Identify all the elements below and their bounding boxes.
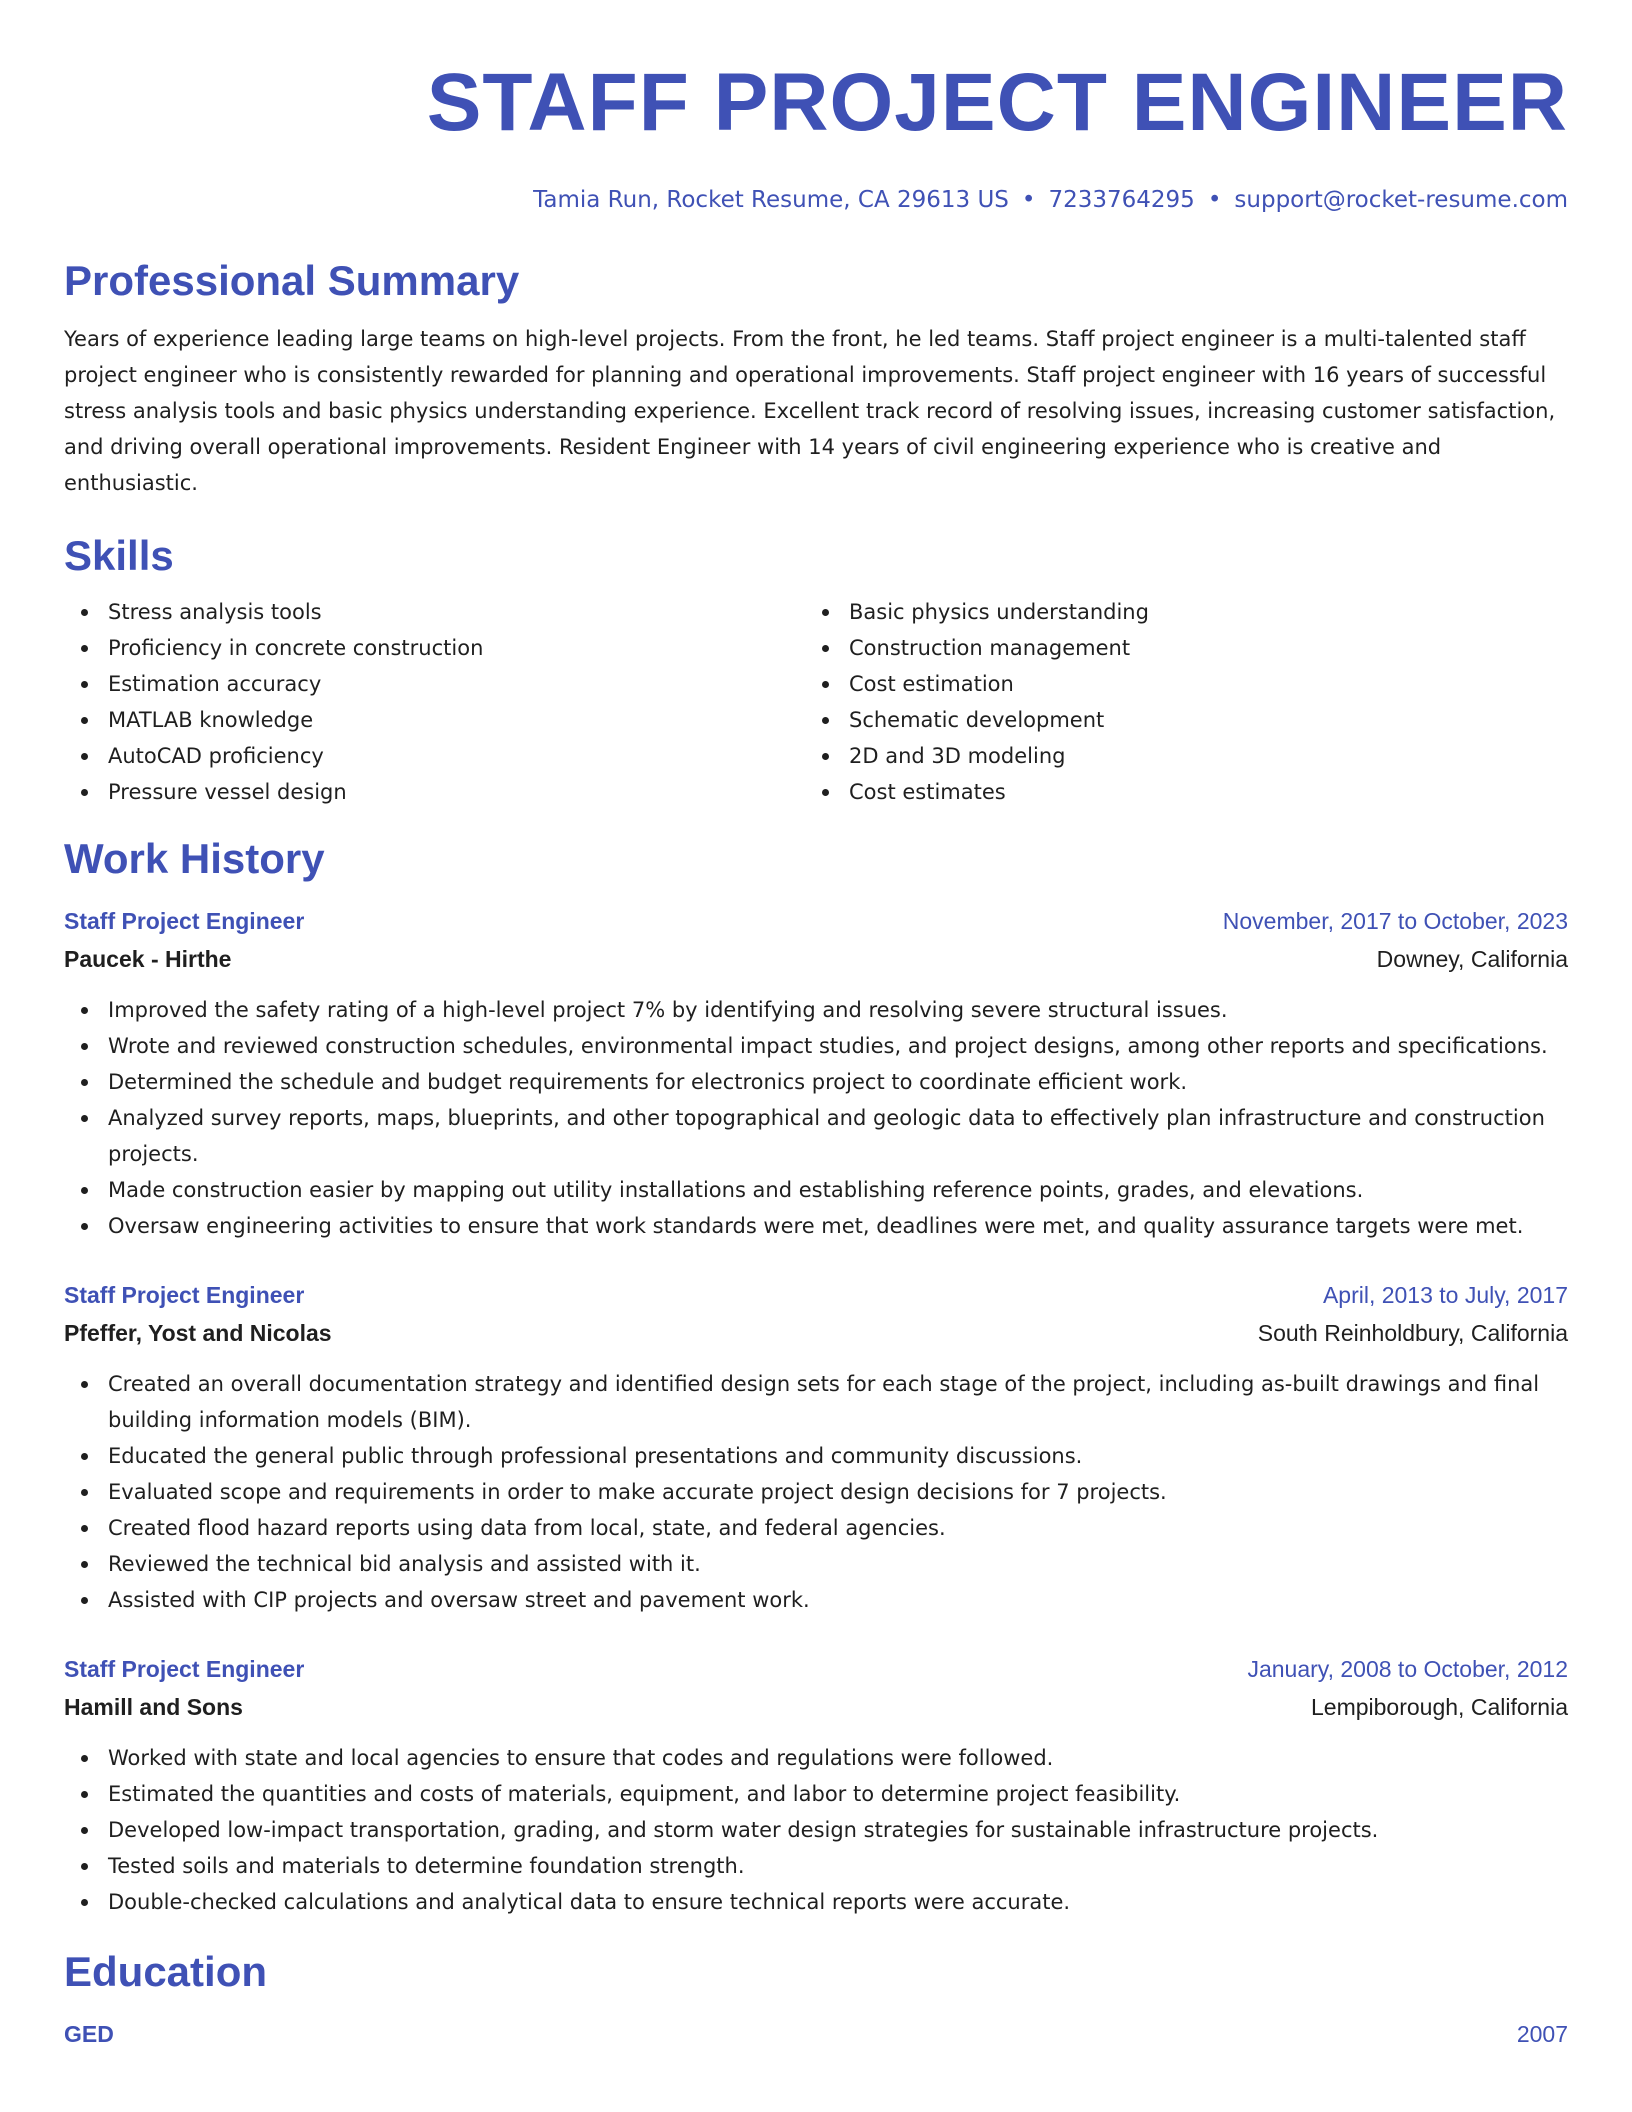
job-company-row (64, 1314, 1568, 1352)
skill-item: Schematic development (805, 702, 1546, 738)
job-bullet: Worked with state and local agencies to ensure that codes and regulations were followed. (64, 1740, 1568, 1776)
job-dates: January, 2008 to October, 2012 (1247, 1656, 1568, 1682)
skills-column-right (805, 594, 1546, 810)
job-bullet: Assisted with CIP projects and oversaw street and pavement work. (64, 1582, 1568, 1618)
job-bullet: Wrote and reviewed construction schedules, environmental impact studies, and project designs, among other reports and specifications. (64, 1028, 1568, 1064)
job-title: Staff Project Engineer (64, 1282, 305, 1308)
job-bullet: Estimated the quantities and costs of materials, equipment, and labor to determine project feasibility. (64, 1776, 1568, 1812)
skills-column-left (64, 594, 805, 810)
job-entry (64, 1650, 1568, 1920)
job-company: Paucek - Hirthe (64, 946, 232, 972)
contact-phone: 7233764295 (1048, 187, 1195, 213)
job-bullet: Double-checked calculations and analytical data to ensure technical reports were accurate. (64, 1884, 1568, 1920)
job-bullet: Tested soils and materials to determine foundation strength. (64, 1848, 1568, 1884)
job-company: Pfeffer, Yost and Nicolas (64, 1320, 332, 1346)
job-bullet: Educated the general public through professional presentations and community discussions. (64, 1438, 1568, 1474)
skill-item: Cost estimation (805, 666, 1546, 702)
job-header-row (64, 1650, 1568, 1688)
skill-item: AutoCAD proficiency (64, 738, 805, 774)
education-degree: GED (64, 2021, 114, 2047)
job-location: South Reinholdbury, California (1257, 1320, 1568, 1346)
job-bullets (64, 992, 1568, 1244)
job-dates: April, 2013 to July, 2017 (1322, 1282, 1568, 1308)
contact-separator: • (1021, 187, 1036, 213)
skill-item: Estimation accuracy (64, 666, 805, 702)
job-bullet: Determined the schedule and budget requirements for electronics project to coordinate efficient work. (64, 1064, 1568, 1100)
skills-heading: Skills (64, 532, 174, 579)
summary-heading: Professional Summary (64, 257, 520, 304)
job-bullet: Evaluated scope and requirements in order to make accurate project design decisions for 7 projects. (64, 1474, 1568, 1510)
education-year: 2007 (1516, 2021, 1568, 2047)
job-dates: November, 2017 to October, 2023 (1222, 908, 1568, 934)
skill-item: Basic physics understanding (805, 594, 1546, 630)
job-title: Staff Project Engineer (64, 908, 305, 934)
education-heading: Education (64, 1948, 268, 1995)
contact-line (64, 183, 1568, 217)
skill-item: Construction management (805, 630, 1546, 666)
job-bullets (64, 1740, 1568, 1920)
skills-list (64, 594, 1568, 810)
education-entry (64, 2015, 1568, 2053)
job-bullet: Analyzed survey reports, maps, blueprints, and other topographical and geologic data to effectively plan infrastructure and construction projects. (64, 1100, 1568, 1172)
job-bullet: Oversaw engineering activities to ensure that work standards were met, deadlines were met, and quality assurance targets were met. (64, 1208, 1568, 1244)
skill-item: Cost estimates (805, 774, 1546, 810)
skill-item: Proficiency in concrete construction (64, 630, 805, 666)
job-bullet: Created an overall documentation strategy and identified design sets for each stage of the project, including as-built drawings and final building information models (BIM). (64, 1366, 1568, 1438)
job-entry (64, 1276, 1568, 1618)
job-header-row (64, 902, 1568, 940)
job-location: Downey, California (1376, 946, 1568, 972)
job-bullet: Created flood hazard reports using data from local, state, and federal agencies. (64, 1510, 1568, 1546)
job-company-row (64, 1688, 1568, 1726)
job-bullet: Developed low-impact transportation, grading, and storm water design strategies for sustainable infrastructure projects. (64, 1812, 1568, 1848)
summary-text: Years of experience leading large teams on high-level projects. From the front, he led teams. Staff project engineer is a multi-talented staff project engineer who is consistently rewarded for planning and operational improvements. Staff project engineer with 16 years of successful stress analysis tools and basic physics understanding experience. Excellent track record of resolving issues, increasing customer satisfaction, and driving overall operational improvements. Resident Engineer with 14 years of civil engineering experience who is creative and enthusiastic. (64, 327, 1556, 495)
job-bullets (64, 1366, 1568, 1618)
job-title: Staff Project Engineer (64, 1656, 305, 1682)
job-entry (64, 902, 1568, 1244)
contact-separator: • (1207, 187, 1222, 213)
job-company-row (64, 940, 1568, 978)
job-bullet: Improved the safety rating of a high-level project 7% by identifying and resolving severe structural issues. (64, 992, 1568, 1028)
work-history-heading: Work History (64, 835, 325, 882)
resume-title: STAFF PROJECT ENGINEER (426, 57, 1568, 148)
skill-item: Pressure vessel design (64, 774, 805, 810)
skill-item: Stress analysis tools (64, 594, 805, 630)
job-company: Hamill and Sons (64, 1694, 243, 1720)
job-bullet: Made construction easier by mapping out utility installations and establishing reference points, grades, and elevations. (64, 1172, 1568, 1208)
skill-item: MATLAB knowledge (64, 702, 805, 738)
job-header-row (64, 1276, 1568, 1314)
contact-email[interactable]: support@rocket-resume.com (1234, 187, 1568, 213)
job-location: Lempiborough, California (1311, 1694, 1568, 1720)
contact-address: Tamia Run, Rocket Resume, CA 29613 US (533, 187, 1009, 213)
job-bullet: Reviewed the technical bid analysis and assisted with it. (64, 1546, 1568, 1582)
skill-item: 2D and 3D modeling (805, 738, 1546, 774)
